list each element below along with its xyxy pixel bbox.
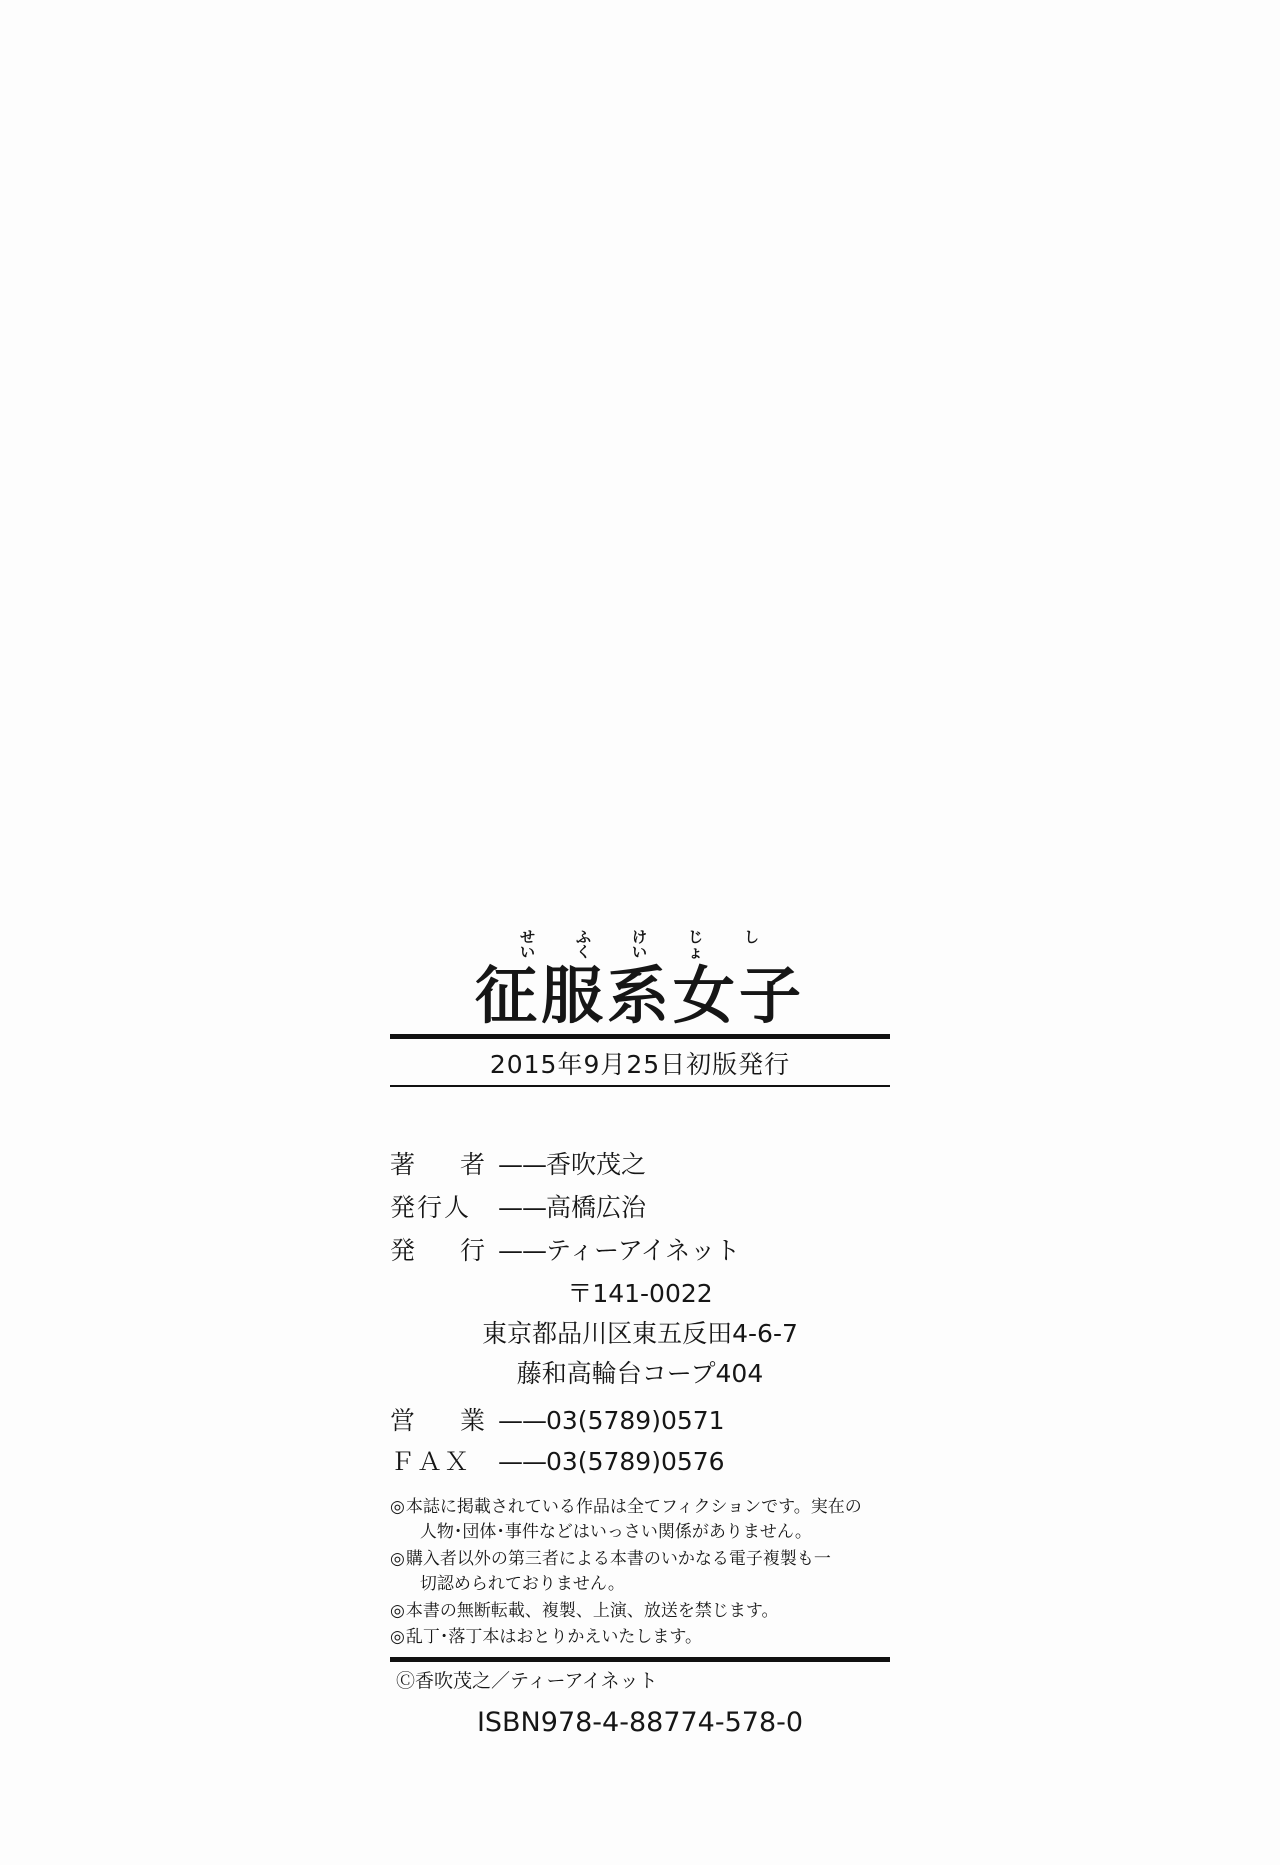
notice-line-1: 購入者以外の第三者による本書のいかなる電子複製も一 [405,1548,831,1569]
notice-line-2: 切認められておりません。 [419,1574,625,1595]
contact-dash-fax: —— [498,1447,546,1477]
colophon-block [390,930,890,1738]
notice-bullet-icon: ◎ [390,1548,405,1569]
address-building: 藤和高輪台コープ404 [516,1359,764,1389]
contact-label-fax: ＦＡＸ [390,1447,472,1477]
credit-row-author [390,1143,890,1186]
legal-notices [390,1495,890,1651]
credit-label-author: 著 者 [390,1150,496,1180]
notice-item [390,1599,890,1625]
credit-value-publisher: ティーアイネット [546,1236,741,1266]
credit-dash-author: —— [498,1150,546,1180]
credit-row-publisher [390,1229,890,1272]
ruby-char-1: せい [519,928,536,961]
notice-text [406,1599,890,1625]
address-street: 東京都品川区東五反田4-6-7 [482,1319,798,1349]
credit-value-author: 香吹茂之 [546,1150,647,1180]
notice-bullet-icon: ◎ [390,1600,405,1621]
contact-value-sales: 03(5789)0571 [546,1406,725,1436]
notice-text [406,1625,890,1651]
divider-thick-bottom [390,1657,890,1662]
notice-item [390,1547,890,1598]
contact-label-sales: 営 業 [390,1406,496,1436]
divider-thin-under-date [390,1085,890,1087]
notice-bullet-icon: ◎ [390,1627,405,1648]
contact-value-fax: 03(5789)0576 [546,1447,725,1477]
credit-row-publisher-person [390,1186,890,1229]
contact-dash-sales: —— [498,1406,546,1436]
notice-text [406,1495,890,1546]
contact-row-fax [390,1441,890,1482]
title-ruby [430,930,850,960]
notice-bullet-icon: ◎ [390,1496,405,1517]
notice-line-1: 本書の無断転載、複製、上演、放送を禁じます。 [405,1600,779,1621]
credit-dash-publisher-person: —— [498,1193,546,1223]
credit-value-publisher-person: 高橋広治 [546,1193,647,1223]
copyright-line: Ⓒ香吹茂之／ティーアイネット [396,1669,658,1692]
notice-text [406,1547,890,1598]
contact-list [390,1400,890,1483]
notice-line-1: 本誌に掲載されている作品は全てフィクションです。実在の [405,1496,862,1517]
notice-line-2: 人物･団体･事件などはいっさい関係がありません。 [419,1522,812,1543]
title-text: 征服系女子 [474,959,805,1032]
isbn-code: ISBN978-4-88774-578-0 [476,1706,804,1738]
notice-line-1: 乱丁･落丁本はおとりかえいたします。 [405,1627,702,1648]
ruby-char-3: けい [631,928,648,961]
book-title [430,928,850,1032]
ruby-char-2: ふく [575,928,592,961]
ruby-char-4: じょ [687,928,704,961]
ruby-char-5: し [743,928,760,946]
notice-item [390,1625,890,1651]
contact-row-sales [390,1400,890,1441]
publisher-address [390,1274,890,1394]
credit-label-publisher-person: 発行人 [390,1193,472,1223]
credit-dash-publisher: —— [498,1236,546,1266]
notice-item [390,1495,890,1546]
credit-label-publisher: 発 行 [390,1236,496,1266]
publication-date: 2015年9月25日初版発行 [489,1050,791,1080]
credits-list [390,1143,890,1272]
address-postal-code: 〒141-0022 [567,1279,713,1309]
